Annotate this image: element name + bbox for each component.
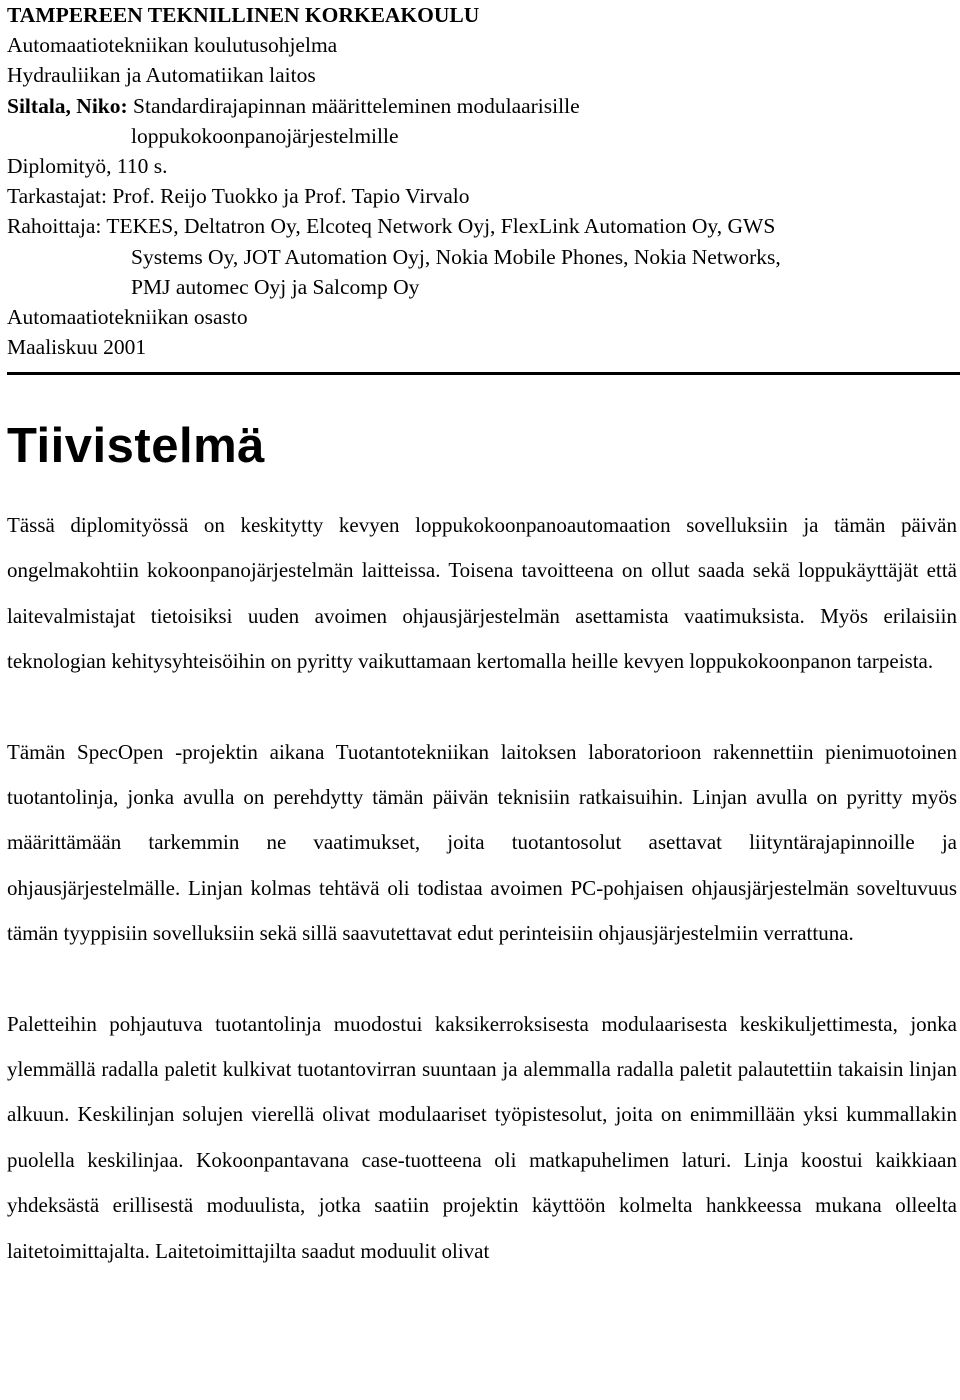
thesis-title-line — [7, 91, 953, 121]
thesis-metadata — [7, 0, 953, 362]
thesis-title-continuation: loppukokoonpanojärjestelmille — [131, 123, 399, 148]
abstract-paragraph: Tämän SpecOpen -projektin aikana Tuotantotekniikan laitoksen laboratorioon rakennettiin pienimuotoinen tuotantolinja, jonka avulla on perehdytty tämän päivän teknisiin ratkaisuihin. Linjan avulla on pyritty myös määrittämään tarkemmin ne vaatimukset, joita tuotantosolut asettavat liityntärajapinnoille ja ohjausjärjestelmälle. Linjan kolmas tehtävä oli todistaa avoimen PC-pohjaisen ohjausjärjestelmän soveltuvuus tämän tyyppisiin sovelluksiin sekä sillä saavutettavat edut perinteisiin ohjausjärjestelmiin verrattuna. — [7, 739, 957, 946]
document-page — [7, 0, 957, 1263]
funders-line: Rahoittaja: TEKES, Deltatron Oy, Elcoteq Network Oyj, FlexLink Automation Oy, GWS — [7, 214, 776, 239]
funders-continuation: PMJ automec Oyj ja Salcomp Oy — [131, 274, 420, 299]
thesis-type-pages: Diplomityö, 110 s. — [7, 154, 168, 179]
abstract-paragraph: Paletteihin pohjautuva tuotantolinja muodostui kaksikerroksisesta modulaarisesta keskikuljettimesta, jonka ylemmällä radalla paletit kulkivat tuotantovirran suuntaan ja alemmalla radalla paletit palautettiin takaisin linjan alkuun. Keskilinjan solujen vierellä olivat modulaariset työpistesolut, joita on enimmillään yksi kummallakin puolella keskilinjaa. Kokoonpantavana case-tuotteena oli matkapuhelimen laturi. Linja koostui kaikkiaan yhdeksästä erillisestä moduulista, jotka saatiin projektin käyttöön kolmelta hankkeessa mukana olleelta laitetoimittajalta. Laitetoimittajilta saadut moduulit olivat — [7, 1011, 957, 1263]
author-name: Siltala, Niko — [7, 93, 121, 118]
thesis-title-text: Standardirajapinnan määritteleminen modulaarisille — [133, 93, 580, 118]
faculty-name: Automaatiotekniikan osasto — [7, 305, 248, 330]
reviewers: Tarkastajat: Prof. Reijo Tuokko ja Prof. Tapio Virvalo — [7, 184, 470, 209]
abstract-heading: Tiivistelmä — [7, 419, 265, 473]
title-separator: : — [120, 93, 128, 118]
abstract-paragraph: Tässä diplomityössä on keskitytty kevyen loppukokoonpanoautomaation sovelluksiin ja tämän päivän ongelmakohtiin kokoonpanojärjestelmän laitteissa. Toisena tavoitteena on ollut saada sekä loppukäyttäjät että laitevalmistajat tietoisiksi uuden avoimen ohjausjärjestelmän asettamista vaatimuksista. Myös erilaisiin teknologian kehitysyhteisöihin on pyritty vaikuttamaan kertomalla heille kevyen loppukokoonpanon tarpeista. — [7, 513, 957, 674]
abstract-body — [7, 503, 957, 1274]
degree-program: Automaatiotekniikan koulutusohjelma — [7, 33, 338, 58]
publication-date: Maaliskuu 2001 — [7, 335, 147, 360]
department-name: Hydrauliikan ja Automatiikan laitos — [7, 63, 316, 88]
funders-continuation: Systems Oy, JOT Automation Oyj, Nokia Mobile Phones, Nokia Networks, — [131, 244, 781, 269]
divider-rule — [7, 372, 960, 375]
university-name: TAMPEREEN TEKNILLINEN KORKEAKOULU — [7, 3, 480, 27]
